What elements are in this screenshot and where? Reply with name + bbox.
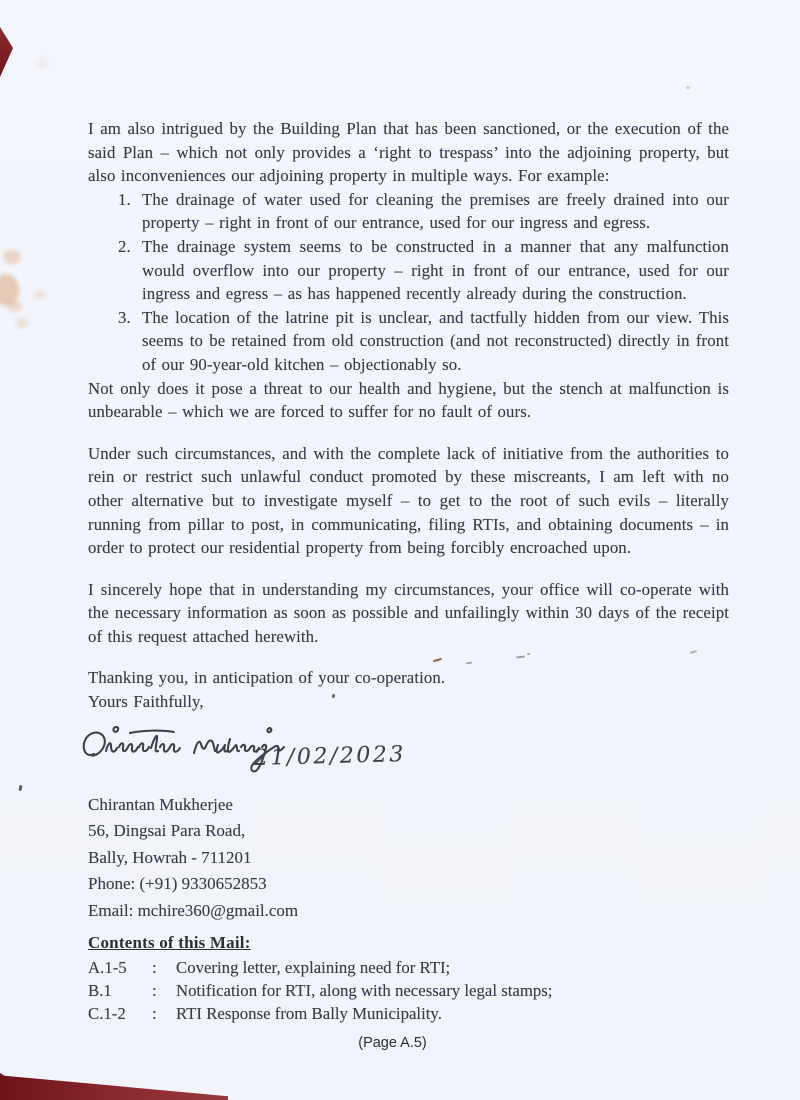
list-number: 3. [118, 307, 131, 327]
paper-stain [8, 300, 22, 312]
list-text: The drainage system seems to be constructed in a manner that any malfunction would overflow into our property – right in front of our entrance, used for our ingress and egress – as has happened recently already during the construction. [142, 236, 729, 304]
contents-label: B.1 [88, 980, 112, 1000]
ink-speck [18, 785, 22, 791]
contents-colon: : [152, 1004, 157, 1024]
contents-colon: : [152, 980, 157, 1000]
closing-thanks: Thanking you, in anticipation of your co-operation. [88, 668, 446, 688]
scan-artifact-top-left [0, 27, 13, 77]
sender-phone: Phone: (+91) 9330652853 [88, 874, 267, 894]
contents-desc: RTI Response from Bally Municipality. [176, 1004, 442, 1024]
list-item [88, 188, 729, 235]
paper-stain [34, 290, 45, 299]
contents-title: Contents of this Mail: [88, 932, 251, 952]
paragraph-health-threat: Not only does it pose a threat to our health and hygiene, but the stench at malfunction is unbearable – which we are forced to suffer for no fault of ours. [88, 378, 729, 422]
signature-block [88, 714, 729, 790]
sender-street: 56, Dingsai Para Road, [88, 821, 246, 841]
paper-stain [38, 58, 46, 68]
contents-label: A.1-5 [88, 957, 127, 977]
list-item [88, 306, 729, 377]
contents-desc: Covering letter, explaining need for RTI; [176, 957, 451, 977]
contents-row [88, 979, 729, 1002]
sender-name: Chirantan Mukherjee [88, 794, 233, 814]
contents-section [88, 933, 729, 1026]
list-text: The drainage of water used for cleaning the premises are freely drained into our property – right in front of our entrance, used for our ingress and egress. [142, 189, 729, 233]
list-number: 1. [118, 189, 131, 209]
closing-faithfully: Yours Faithfully, [88, 692, 204, 712]
paper-stain [3, 250, 21, 264]
paper-stain [16, 318, 28, 328]
contents-colon: : [152, 957, 157, 977]
scan-artifact-bottom-left [0, 1073, 228, 1100]
page-number: (Page A.5) [358, 1035, 427, 1052]
ink-speck [686, 86, 690, 89]
sender-email: Email: mchire360@gmail.com [88, 901, 299, 921]
list-number: 2. [118, 236, 131, 256]
paragraph-circumstances: Under such circumstances, and with the complete lack of initiative from the authorities to rein or restrict such unlawful conduct promoted by these miscreants, I am left with no other alternative but to investigate myself – to get to the root of such evils – literally running from pillar to post, in communicating, filing RTIs, and obtaining documents – in order to protect our residential property from being forcibly encroached upon. [88, 443, 729, 558]
contents-desc: Notification for RTI, along with necessary legal stamps; [176, 980, 553, 1000]
sender-city: Bally, Howrah - 711201 [88, 847, 252, 867]
handwritten-date: 21/02/2023 [253, 741, 407, 771]
list-item [88, 235, 729, 306]
paragraph-building-plan: I am also intrigued by the Building Plan that has been sanctioned, or the execution of the said Plan – which not only provides a ‘right to trespass’ into the adjoining property, but also inconveniences our adjoining property in multiple ways. For example: [88, 119, 729, 186]
contents-row [88, 1002, 729, 1025]
numbered-list [88, 188, 729, 377]
contents-row [88, 956, 729, 979]
letter-body [88, 117, 729, 1051]
contents-label: C.1-2 [88, 1004, 126, 1024]
list-text: The location of the latrine pit is unclear, and tactfully hidden from our view. This seems to be retained from old construction (and not reconstructed) directly in front of our 90-year-old kitchen – objectionably so. [142, 307, 729, 374]
sender-address-block [88, 792, 729, 925]
paragraph-sincere-hope: I sincerely hope that in understanding my circumstances, your office will co-operate with the necessary information as soon as possible and unfailingly within 30 days of the receipt of this request attached herewith. [88, 579, 729, 646]
